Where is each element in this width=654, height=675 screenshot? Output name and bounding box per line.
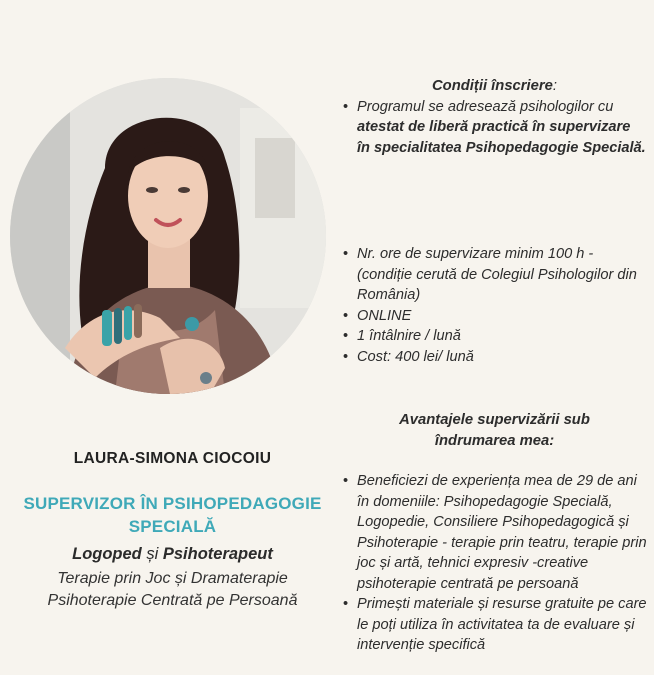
conditions-heading [342, 76, 647, 97]
condition-item-atestat-text: Programul se adresează psihologilor cu [357, 98, 614, 115]
conditions-heading-colon: : [552, 78, 557, 94]
benefits-section [342, 410, 647, 656]
condition-item-atestat [342, 97, 647, 159]
program-details [342, 244, 647, 367]
title-psihoterapeut: Psihoterapeut [162, 545, 273, 563]
role-title-line-2: SPECIALĂ [128, 517, 217, 536]
conditions-heading-text: Condiții înscriere [432, 78, 553, 94]
benefits-heading: Avantajele supervizării sub îndrumarea mea: [399, 412, 590, 449]
condition-item-hours: • Nr. ore de supervizare minim 100 h - (condiție cerută de Colegiul Psihologilor din România) [342, 244, 647, 306]
person-name: LAURA-SIMONA CIOCOIU [73, 450, 272, 467]
specialties [0, 568, 345, 612]
condition-item-frequency: • 1 întâlnire / lună [342, 326, 647, 347]
condition-item-online: • ONLINE [342, 306, 647, 327]
portrait-illustration [10, 78, 326, 394]
professional-titles [0, 544, 345, 565]
condition-item-atestat-bold: atestat de liberă practică în supervizare în specialitatea Psihopedagogie Specială. [357, 119, 646, 156]
title-logoped: Logoped [72, 545, 142, 563]
benefit-item-experience: • Beneficiezi de experiența mea de 29 de ani în domeniile: Psihopedagogie Specială, Logopedie, Consiliere Psihopedagogică și Psihoterapie - terapie prin teatru, terapie prin joc și artă, tehnici expresiv -creative psihoterapie centrată pe persoană [342, 471, 647, 594]
role-title [0, 492, 345, 538]
specialty-2: Psihoterapie Centrată pe Persoană [47, 592, 298, 609]
specialty-1: Terapie prin Joc și Dramaterapie [57, 570, 288, 587]
conditions-section [342, 76, 647, 158]
condition-item-cost: • Cost: 400 lei/ lună [342, 347, 647, 368]
role-title-line-1: SUPERVIZOR ÎN PSIHOPEDAGOGIE [23, 494, 322, 513]
benefit-item-resources: • Primești materiale și resurse gratuite pe care le poți utiliza în activitatea ta de evaluare și intervenție specifică [342, 594, 647, 656]
title-separator: și [141, 545, 163, 563]
profile-photo [10, 78, 326, 394]
